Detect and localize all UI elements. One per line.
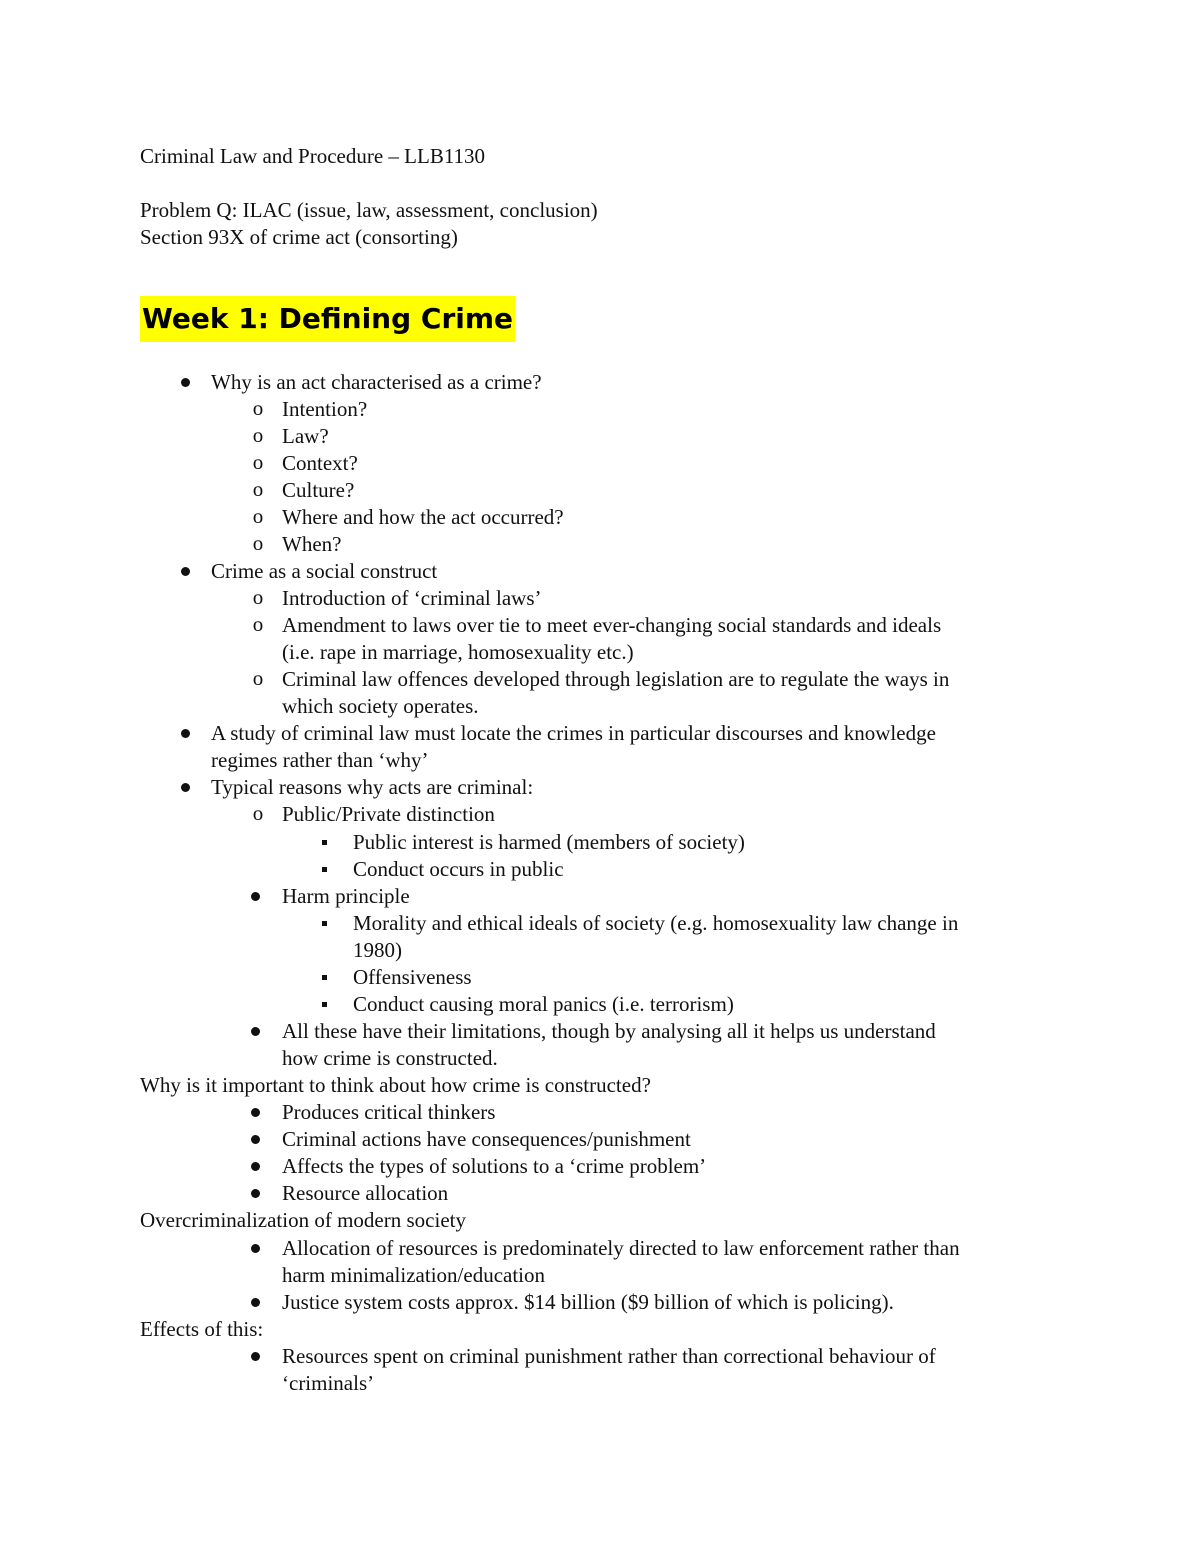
note-line: When?: [282, 532, 342, 556]
note-line: Offensiveness: [353, 965, 472, 989]
note-line: Public/Private distinction: [282, 802, 495, 826]
bullet-icon: [251, 1298, 260, 1307]
note-line: Crime as a social construct: [211, 559, 438, 583]
note-line: Morality and ethical ideals of society (e.g. homosexuality law change in: [353, 911, 959, 935]
note-line: Where and how the act occurred?: [282, 505, 564, 529]
bullet-icon: [251, 1244, 260, 1253]
hollow-bullet-icon: o: [252, 801, 264, 825]
note-line: All these have their limitations, though by analysing all it helps us understand: [282, 1019, 936, 1043]
note-line: Conduct occurs in public: [353, 857, 564, 881]
note-line: regimes rather than ‘why’: [211, 748, 429, 772]
hollow-bullet-icon: o: [252, 585, 264, 609]
intro-line: Section 93X of crime act (consorting): [140, 225, 458, 249]
note-line: Effects of this:: [140, 1317, 264, 1341]
intro-line: Problem Q: ILAC (issue, law, assessment, conclusion): [140, 198, 598, 222]
note-line: Typical reasons why acts are criminal:: [211, 775, 534, 799]
bullet-icon: [251, 1162, 260, 1171]
bullet-icon: [251, 892, 260, 901]
hollow-bullet-icon: o: [252, 450, 264, 474]
week-heading: Week 1: Defining Crime: [140, 296, 515, 342]
hollow-bullet-icon: o: [252, 396, 264, 420]
hollow-bullet-icon: o: [252, 504, 264, 528]
bullet-icon: [181, 729, 190, 738]
hollow-bullet-icon: o: [252, 612, 264, 636]
note-line: Affects the types of solutions to a ‘crime problem’: [282, 1154, 707, 1178]
note-line: Amendment to laws over tie to meet ever-changing social standards and ideals: [282, 613, 942, 637]
note-line: Criminal actions have consequences/punishment: [282, 1127, 691, 1151]
square-bullet-icon: [322, 1002, 327, 1007]
note-line: Resources spent on criminal punishment rather than correctional behaviour of: [282, 1344, 936, 1368]
note-line: Why is an act characterised as a crime?: [211, 370, 542, 394]
note-line: which society operates.: [282, 694, 479, 718]
note-line: Resource allocation: [282, 1181, 449, 1205]
bullet-icon: [181, 378, 190, 387]
note-line: how crime is constructed.: [282, 1046, 498, 1070]
note-line: Conduct causing moral panics (i.e. terrorism): [353, 992, 734, 1016]
bullet-icon: [251, 1189, 260, 1198]
bullet-icon: [251, 1352, 260, 1361]
note-line: (i.e. rape in marriage, homosexuality etc.): [282, 640, 634, 664]
square-bullet-icon: [322, 975, 327, 980]
bullet-icon: [181, 783, 190, 792]
note-line: Law?: [282, 424, 329, 448]
hollow-bullet-icon: o: [252, 531, 264, 555]
note-line: Allocation of resources is predominately directed to law enforcement rather than: [282, 1236, 960, 1260]
note-line: Public interest is harmed (members of society): [353, 830, 745, 854]
bullet-icon: [181, 567, 190, 576]
note-line: Overcriminalization of modern society: [140, 1208, 466, 1232]
note-line: Produces critical thinkers: [282, 1100, 496, 1124]
note-line: harm minimalization/education: [282, 1263, 546, 1287]
square-bullet-icon: [322, 867, 327, 872]
square-bullet-icon: [322, 840, 327, 845]
bullet-icon: [251, 1135, 260, 1144]
note-line: Justice system costs approx. $14 billion ($9 billion of which is policing).: [282, 1290, 894, 1314]
hollow-bullet-icon: o: [252, 423, 264, 447]
note-line: 1980): [353, 938, 402, 962]
note-line: ‘criminals’: [282, 1371, 375, 1395]
document-title: Criminal Law and Procedure – LLB1130: [140, 144, 486, 168]
note-line: Why is it important to think about how crime is constructed?: [140, 1073, 651, 1097]
note-line: Context?: [282, 451, 358, 475]
hollow-bullet-icon: o: [252, 477, 264, 501]
note-line: Intention?: [282, 397, 368, 421]
note-line: A study of criminal law must locate the crimes in particular discourses and knowledge: [211, 721, 936, 745]
note-line: Introduction of ‘criminal laws’: [282, 586, 542, 610]
bullet-icon: [251, 1027, 260, 1036]
note-line: Culture?: [282, 478, 355, 502]
note-line: Harm principle: [282, 884, 410, 908]
hollow-bullet-icon: o: [252, 666, 264, 690]
bullet-icon: [251, 1108, 260, 1117]
square-bullet-icon: [322, 921, 327, 926]
note-line: Criminal law offences developed through legislation are to regulate the ways in: [282, 667, 950, 691]
